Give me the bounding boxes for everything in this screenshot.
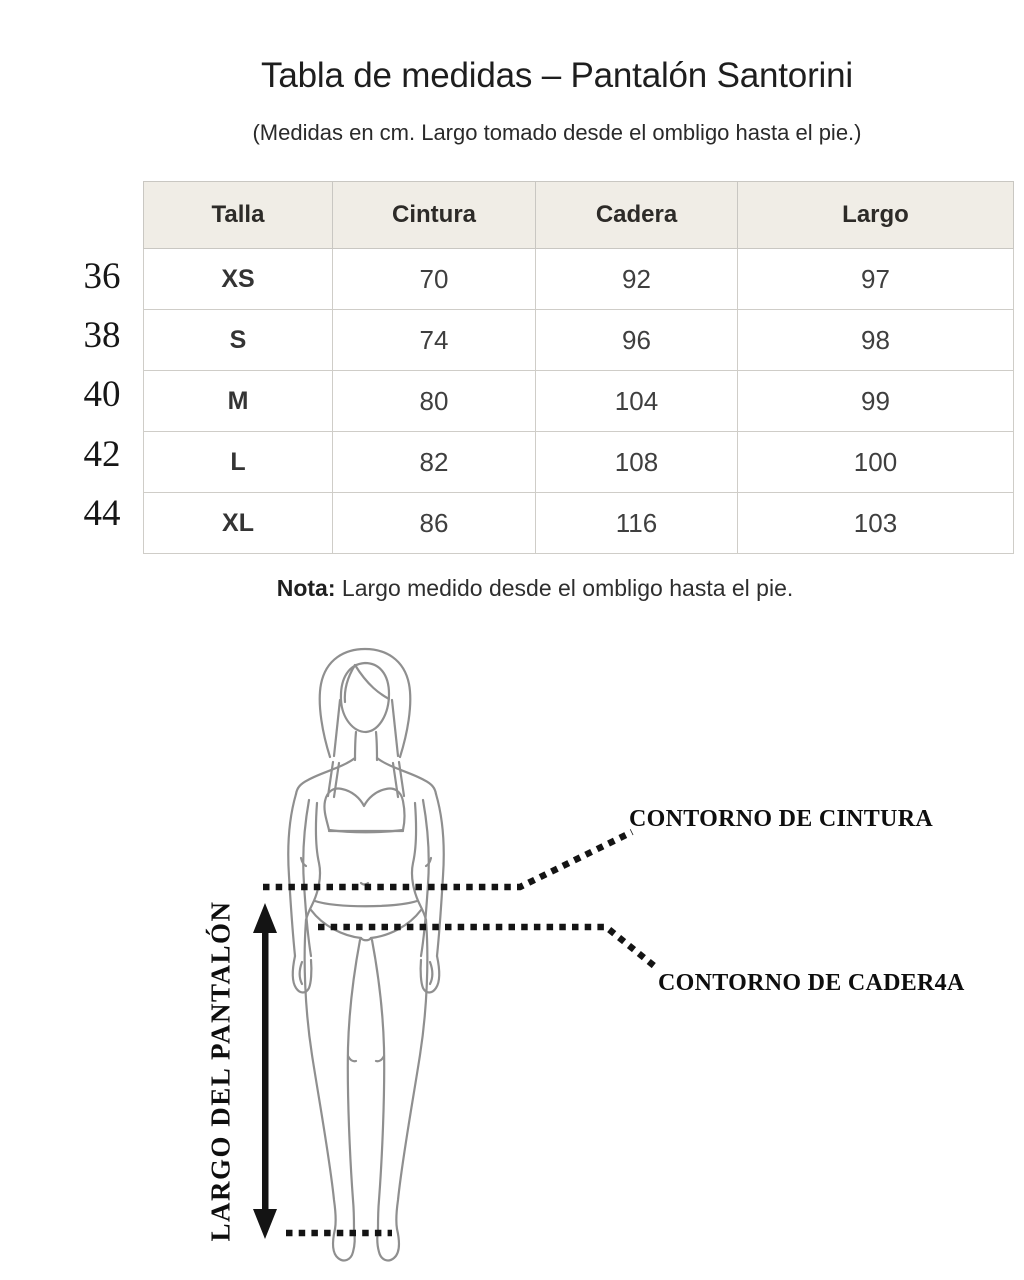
- hip-label: CONTORNO DE CADER4A: [658, 970, 965, 996]
- page-subtitle: (Medidas en cm. Largo tomado desde el ombligo hasta el pie.): [252, 120, 862, 145]
- measure-cell: 92: [536, 249, 738, 310]
- length-arrow: [253, 903, 277, 1239]
- note-text: Largo medido desde el ombligo hasta el pie.: [341, 575, 794, 601]
- measure-cell: 82: [333, 432, 536, 493]
- length-label: LARGO DEL PANTALÓN: [205, 900, 236, 1242]
- hip-dotted-line: [318, 927, 658, 969]
- measure-cell: 104: [536, 371, 738, 432]
- eu-size-label: 40: [83, 374, 121, 416]
- measure-cell: 97: [738, 249, 1014, 310]
- measure-cell: 98: [738, 310, 1014, 371]
- measure-cell: 80: [333, 371, 536, 432]
- size-cell: XL: [144, 493, 333, 554]
- measure-cell: 100: [738, 432, 1014, 493]
- measure-cell: 86: [333, 493, 536, 554]
- measure-cell: 108: [536, 432, 738, 493]
- size-cell: L: [144, 432, 333, 493]
- waist-label: CONTORNO DE CINTURA: [629, 806, 933, 832]
- eu-size-label: 36: [83, 256, 121, 298]
- column-header: Cintura: [333, 182, 536, 249]
- size-cell: M: [144, 371, 333, 432]
- column-header: Cadera: [536, 182, 738, 249]
- measure-cell: 74: [333, 310, 536, 371]
- size-cell: XS: [144, 249, 333, 310]
- measure-cell: 99: [738, 371, 1014, 432]
- measure-cell: 103: [738, 493, 1014, 554]
- note-label: Nota:: [276, 575, 336, 601]
- eu-size-label: 44: [83, 492, 121, 534]
- measure-cell: 116: [536, 493, 738, 554]
- column-header: Talla: [144, 182, 333, 249]
- eu-size-label: 42: [83, 433, 121, 475]
- woman-figure-illustration: [288, 649, 443, 1260]
- measure-cell: 70: [333, 249, 536, 310]
- eu-size-label: 38: [83, 315, 121, 357]
- column-header: Largo: [738, 182, 1014, 249]
- measure-cell: 96: [536, 310, 738, 371]
- size-cell: S: [144, 310, 333, 371]
- page-title: Tabla de medidas – Pantalón Santorini: [261, 56, 853, 95]
